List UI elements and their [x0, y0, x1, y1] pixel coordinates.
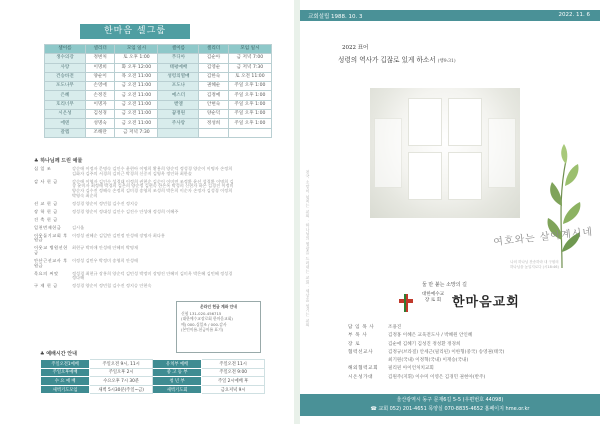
service-name: 주일오후예배: [41, 368, 90, 377]
staff-row: [348, 357, 504, 365]
header-cell: 셀리더: [85, 45, 115, 54]
service-name: 새벽기도회: [152, 385, 201, 394]
offering-names: 정성경 양순이 정대성 김인수 김진수 안성애 정성희 이혜주: [72, 208, 179, 214]
fold-strip: [294, 0, 300, 424]
table-row: [45, 110, 272, 119]
staff-names: 김정홍 이혜은 교육전도사 / 박혜원 안인혜: [388, 333, 473, 339]
table-row: [41, 360, 265, 369]
cell-group-table: [44, 44, 272, 138]
service-time: 주일오전 9:00: [202, 368, 265, 377]
cell-group-title: 한마음 셀그룹: [80, 24, 190, 39]
offerings-title: ♣ 하나님께 드린 예물: [34, 158, 83, 164]
staff-role: 장 로: [348, 341, 361, 347]
cross-icon: [396, 293, 416, 313]
table-row: [45, 54, 272, 63]
cell-leader: 성명숙: [85, 119, 115, 128]
cell-leader: 손영애: [85, 82, 115, 91]
online-box-line: 예) 000-십일조 / 000-감사: [181, 321, 227, 327]
service-time: 새벽 5시30분(주일~금): [90, 385, 153, 394]
cell-name: 호리너무: [45, 100, 86, 109]
church-logo: [396, 289, 546, 317]
cell-leader: 김성경: [85, 110, 115, 119]
staff-row: [348, 365, 504, 373]
header-cell: 셀리더: [199, 45, 229, 54]
cell-name: 갈렙: [45, 128, 86, 137]
meeting-time: 금 저녁 7:30: [228, 63, 271, 72]
service-name: 새벽기도모임: [41, 385, 90, 394]
offering-names: 정성경 최현규 장홍희 양순덕 김민성 박정미 장명진 안혜미 김미옥 박은혜 김민혜 정성경 정다해: [72, 270, 233, 281]
staff-names: 김원주(지휘) 이수미 이영은 김경민 권현아(반주): [388, 374, 486, 380]
denomination-line: 장 로 회: [424, 298, 442, 303]
service-name: 유치부 예배: [152, 360, 201, 369]
offering-names: 이정성 김민우 박정미 송영희 안성애: [72, 257, 139, 263]
offering-label: 일천번제헌금: [34, 224, 62, 230]
offering-label: 장 학 헌 금: [34, 208, 58, 214]
list-item: [34, 259, 234, 269]
online-box-title: 온라인 헌금 계좌 안내: [200, 304, 237, 309]
cell-leader: 김한숙: [199, 72, 229, 81]
staff-names: 필리핀 아이언처치교회: [388, 366, 434, 372]
service-time: 금요저녁 9시: [202, 385, 265, 394]
cell-leader: 양순이: [85, 72, 115, 81]
plant-illustration: [540, 140, 590, 270]
list-item: [34, 210, 234, 215]
table-row: [41, 368, 265, 377]
table-row: [45, 100, 272, 109]
cell-name: 포도나: [158, 82, 199, 91]
table-row: [45, 72, 272, 81]
offering-label: 십 일 조: [34, 166, 52, 171]
vertical-motto: 천국 소망이 넘치는 교회 · 하나님의 영광을 드러내는 교회 · 세상을 섬기는 교회: [306, 170, 311, 328]
worship-schedule-table: [40, 359, 265, 394]
table-row: [41, 377, 265, 386]
table-row: [45, 91, 272, 100]
online-box-line: 신협 131-020-456715: [181, 310, 222, 316]
service-name: 중 고 등 부: [152, 368, 201, 377]
offering-names: 최현규 박미애 안성애 안혜미 박명재: [72, 245, 139, 251]
denomination-line: 대한예수교: [421, 292, 445, 297]
church-name: 한마음교회: [452, 295, 520, 310]
table-row: [45, 63, 272, 72]
bulletin-date: 2022. 11. 6: [558, 12, 590, 18]
meeting-time: 금 오전 11:00: [115, 100, 158, 109]
list-item: [34, 226, 234, 231]
staff-role: 부 목 사: [348, 333, 368, 339]
service-time: 주일오전 11시: [202, 360, 265, 369]
cell-leader: 김영순: [199, 63, 229, 72]
cell-leader: [199, 128, 229, 137]
cell-name: 건승바전: [45, 72, 86, 81]
list-item: [34, 246, 234, 256]
meeting-time: 주일 오후 1:00: [228, 100, 271, 109]
calligraphy-text: 여호와는 살아계시네: [492, 226, 594, 249]
staff-row: [348, 324, 504, 332]
cell-name: 생수의강: [45, 54, 86, 63]
offering-label: 이웃돕기교회 후원금: [34, 232, 68, 243]
service-time: 주일 2시예배 후: [202, 377, 265, 386]
meeting-time: 토 오후 1:00: [115, 54, 158, 63]
meeting-time: 금 저녁 7:00: [228, 54, 271, 63]
cell-leader: 안현숙: [199, 100, 229, 109]
list-item: [34, 180, 234, 199]
service-time: 주일오후 2시: [90, 368, 153, 377]
staff-role: [348, 357, 388, 365]
list-item: [34, 272, 234, 282]
schedule-title: ♣ 예배시간 안내: [40, 351, 77, 357]
online-box-line: (본인이름-헌금이름 표기): [181, 327, 224, 333]
offering-label: 감 사 헌 금: [34, 178, 58, 184]
staff-names: 최기원(국내) 이정혁(국내) 이재승(국내): [388, 358, 469, 364]
cell-name: 태평예배: [158, 63, 199, 72]
offering-names: [72, 218, 234, 223]
meeting-time: 금 저녁 7:30: [115, 128, 158, 137]
cover-top-bar: [300, 10, 600, 21]
staff-row: [348, 349, 504, 357]
verse-line: 나의 하나님 찬송하라 내 구원의: [510, 260, 559, 264]
staff-row: [348, 332, 504, 340]
staff-list: [348, 324, 504, 382]
table-row: [45, 119, 272, 128]
staff-names: 김순애 김혜기 김성진 정성환 정경희: [388, 341, 461, 347]
header-cell: 셀이름: [158, 45, 199, 54]
table-row: [45, 82, 272, 91]
list-item: [34, 284, 234, 289]
church-slogan: 둘 만 붙는 소망의 길: [422, 282, 467, 288]
staff-role: 협력선교사: [348, 349, 374, 355]
cover-footer: [300, 394, 600, 416]
service-time: 수요오후 7시 30분: [90, 377, 153, 386]
service-name: 수 요 예 배: [41, 377, 90, 386]
service-name: 청 년 부: [152, 377, 201, 386]
staff-role: 해외협력교회: [348, 366, 379, 372]
theme-text: [338, 54, 456, 64]
cell-name: 벧엘: [158, 100, 199, 109]
theme-year: 2022 표어: [342, 45, 369, 51]
cell-leader: 김정예: [199, 91, 229, 100]
cell-name: 시온성: [45, 110, 86, 119]
cell-name: 사랑: [45, 63, 86, 72]
offering-label: 이웃교 병원선헌금: [34, 245, 68, 256]
header-cell: 모임 일시: [228, 45, 271, 54]
list-item: [34, 234, 234, 244]
staff-names: 김정규(브라질) 안세근(필리핀) 이한형(중국) 송영권(태국): [388, 349, 505, 355]
meeting-time: [228, 128, 271, 137]
meeting-time: 금 오전 11:00: [115, 119, 158, 128]
cell-leader: 양순덕: [199, 110, 229, 119]
theme-main: 성령의 역사가 깁잖로 있게 하소서: [338, 56, 436, 64]
staff-role: 시온성가대: [348, 374, 374, 380]
meeting-time: 주일 오후 1:00: [228, 110, 271, 119]
meeting-time: 화 오후 12:00: [115, 63, 158, 72]
list-item: [34, 167, 234, 177]
online-box-line: (대한예수교장로회 한마음교회): [181, 316, 233, 322]
verse-line: 하나님을 높일지로다 (시18:46): [510, 264, 559, 269]
denomination: [418, 292, 448, 304]
cell-name: 은혜: [45, 91, 86, 100]
meeting-time: 주일 오후 1:00: [228, 82, 271, 91]
cell-name: 주사랑: [158, 119, 199, 128]
offering-names: 정성경 양순이 정민철 김수진 정지승: [72, 200, 139, 206]
founding-date: 교회설립 1988. 10. 3: [308, 14, 363, 20]
offering-label: 구 제 헌 금: [34, 283, 58, 289]
meeting-time: 목 오전 11:00: [115, 72, 158, 81]
meeting-time: 금 오전 11:00: [115, 82, 158, 91]
cell-leader: 손정진: [85, 91, 115, 100]
theme-reference: (행9:31): [437, 59, 456, 64]
header-cell: 셀이름: [45, 45, 86, 54]
offering-names: 김시울: [72, 224, 85, 230]
online-offering-box: [176, 301, 261, 353]
offering-names: 강순애 이영자 김인수 성경대 이정희 권현순 김순이 이미연 조정환 윤선 성경환 이명희 김창 윤미자 최정애 박경희 김은희 양순정 김현숙 한은옥 박성희 신현자 하은 김경진 이정미 양순자 김수진 정해숙 손정희 김미경 송영희 조성희 박은희 이순자 손정자 김성경 이정희 박영숙 최순희: [72, 178, 234, 199]
list-item: [34, 202, 234, 207]
table-row: [41, 385, 265, 394]
cell-leader: 이명자: [85, 100, 115, 109]
header-cell: 모임 일시: [115, 45, 158, 54]
cell-name: 꿈정원: [158, 110, 199, 119]
staff-row: [348, 341, 504, 349]
cell-name: 에덴: [45, 119, 86, 128]
church-contact: ☎ 교회 052) 201-4651 목양실 070-8835-4652 홈페이지 hme.or.kr: [370, 406, 530, 412]
meeting-time: 주일 오후 1:00: [228, 91, 271, 100]
cell-leader: 정변처: [85, 54, 115, 63]
staff-row: [348, 374, 504, 382]
offering-names: 이정성 권혜순 김일만 김민정 안성애 장명자 최다흥: [72, 232, 165, 238]
table-row: [45, 128, 272, 137]
cell-name: 예스더: [158, 91, 199, 100]
cell-name: 성령의열매: [158, 72, 199, 81]
staff-names: 조용진: [388, 325, 402, 330]
meeting-time: 금 오전 11:00: [115, 91, 158, 100]
meeting-time: 토 오전 11:00: [228, 72, 271, 81]
right-page: [300, 0, 600, 424]
offering-label: 목요의 씨앗: [34, 270, 59, 276]
cell-leader: 조해란: [85, 128, 115, 137]
cell-name: [158, 128, 199, 137]
offering-names: 정성경 양순이 정민철 김수진 정지승 안현숙: [72, 283, 152, 289]
cell-name: 포도나무: [45, 82, 86, 91]
meeting-time: 주일 오후 1:00: [228, 119, 271, 128]
service-time: 주일오전 9시, 11시: [90, 360, 153, 369]
list-item: [34, 218, 234, 223]
offering-label: 선 교 헌 금: [34, 200, 58, 206]
offering-label: 안산근선교사 후원금: [34, 257, 68, 268]
cell-leader: 권혜순: [199, 82, 229, 91]
window-illustration: [370, 88, 520, 218]
cell-name: 푸디아: [158, 54, 199, 63]
staff-role: 담 임 목 사: [348, 325, 375, 330]
offering-label: 건 축 헌 금: [34, 216, 58, 222]
cell-leader: 이명희: [85, 63, 115, 72]
cell-leader: 김순아: [199, 54, 229, 63]
offering-names: 강순애 이정자 문명숙 김인수 윤현아 이명희 황용희 양순덕 정성경 양순이 이명자 손정희 김화자 김주의 서경희 김미근 박경희 신중지 김영옥 정인하 최한솔: [72, 166, 233, 176]
service-name: 주일오전1예배: [41, 360, 90, 369]
cell-table-header: [45, 45, 272, 54]
church-address: 울산광역시 동구 문재6길 5-5 (우편번호 44098): [396, 397, 504, 403]
offerings-list: [34, 167, 234, 292]
cell-leader: 정성희: [199, 119, 229, 128]
calligraphy-verse: [510, 260, 559, 269]
meeting-time: 금 오전 11:00: [115, 110, 158, 119]
